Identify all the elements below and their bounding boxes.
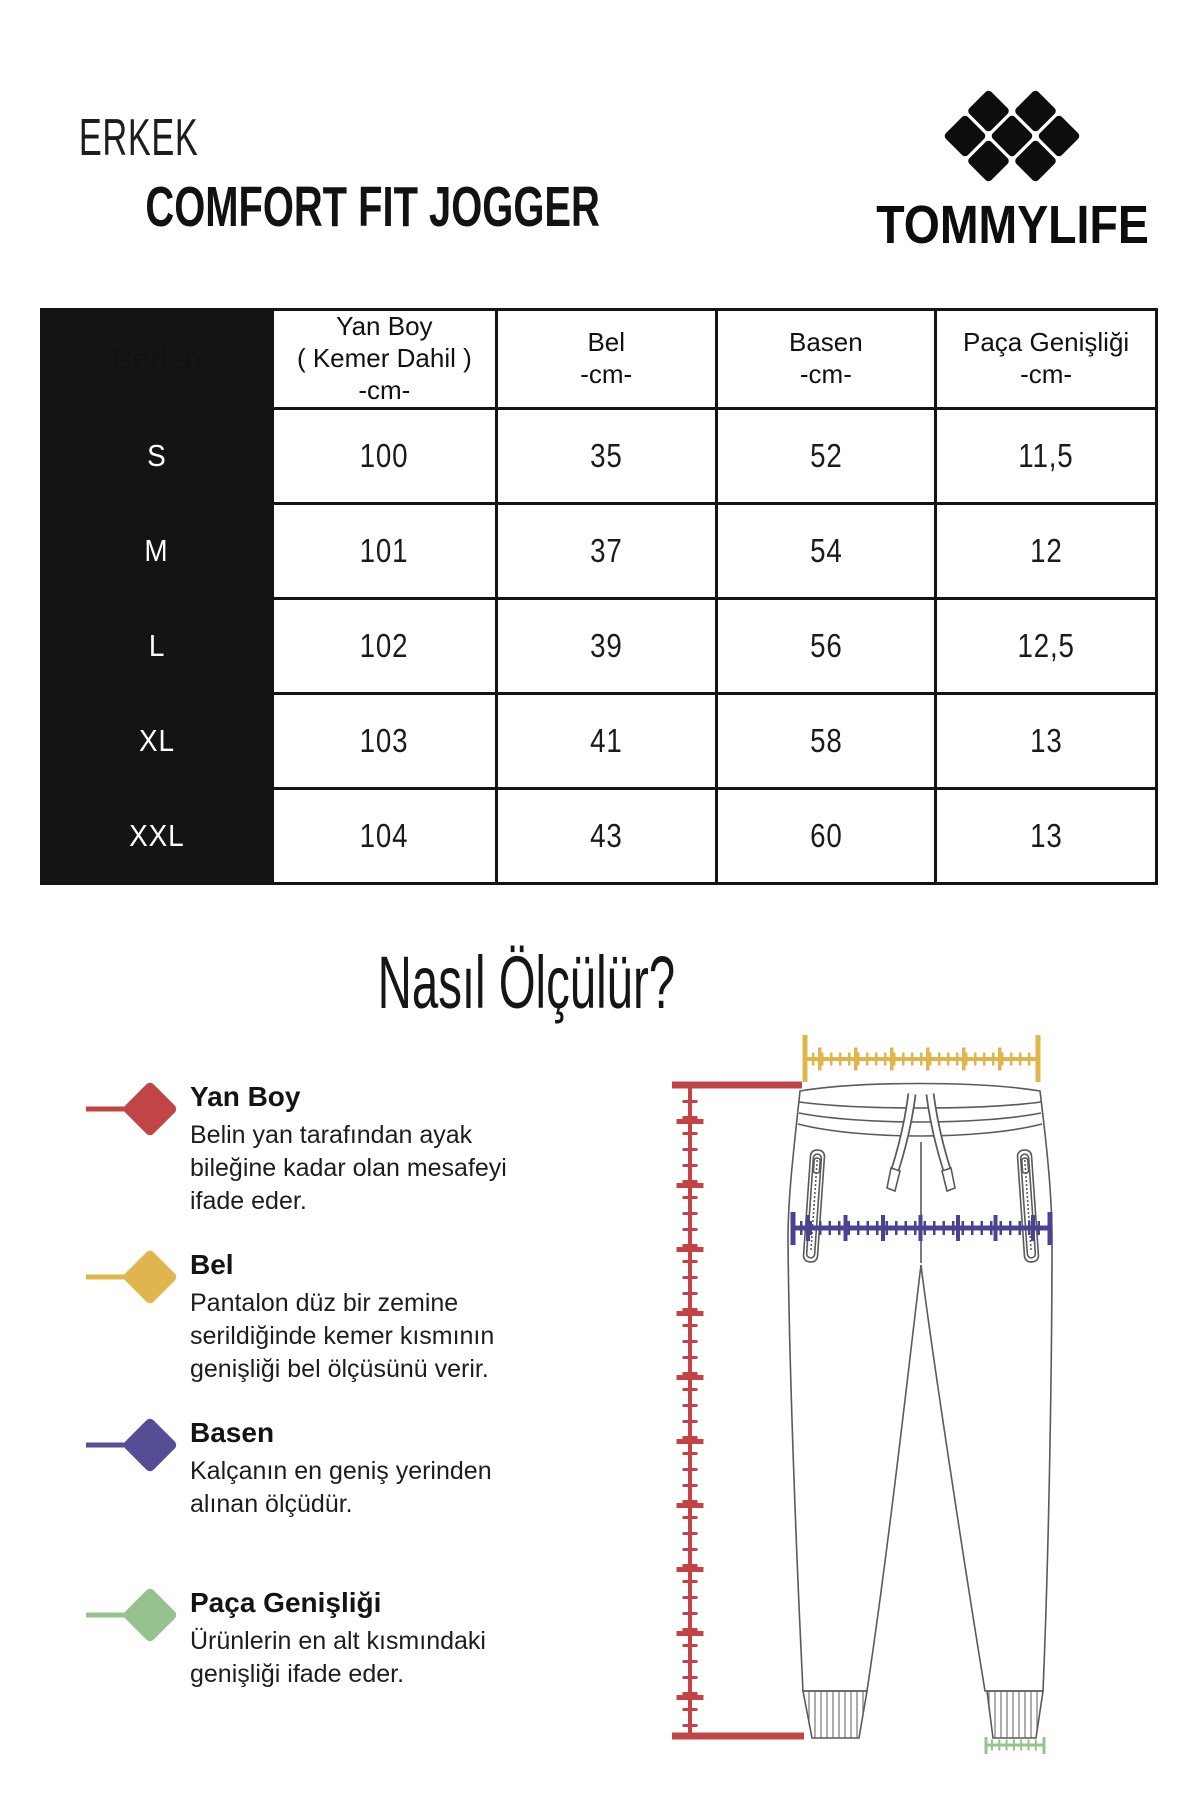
brand-name: TOMMYLIFE	[875, 195, 1149, 255]
right-cuff	[987, 1691, 1043, 1738]
value-cell: 56	[716, 599, 936, 694]
value-cell: 12	[936, 504, 1157, 599]
value-cell: 11,5	[936, 409, 1157, 504]
paca-ruler	[986, 1737, 1044, 1754]
value-cell: 104	[272, 789, 496, 884]
col-header-yan-boy: Yan Boy ( Kemer Dahil ) -cm-	[272, 310, 496, 409]
size-table-header-row	[42, 310, 1157, 409]
left-cuff	[803, 1691, 867, 1738]
legend-description: Ürünlerin en alt kısmındaki genişliği ifade eder.	[190, 1627, 486, 1688]
brand-diamonds-icon	[932, 84, 1092, 190]
value-cell: 35	[496, 409, 716, 504]
legend-description: Kalçanın en geniş yerinden alınan ölçüdür.	[190, 1457, 492, 1518]
size-cell: M	[42, 504, 273, 599]
value-cell: 52	[716, 409, 936, 504]
size-row-l	[42, 599, 1157, 694]
value-cell: 54	[716, 504, 936, 599]
col-header-bel: Bel -cm-	[496, 310, 716, 409]
value-cell: 100	[272, 409, 496, 504]
size-cell: XL	[42, 694, 273, 789]
legend-description: Pantalon düz bir zemine serildiğinde kemer kısmının genişliği bel ölçüsünü verir.	[190, 1289, 495, 1383]
size-row-m	[42, 504, 1157, 599]
legend-text	[190, 1248, 530, 1386]
legend-item-basen	[86, 1416, 530, 1521]
yan-boy-ruler	[672, 1085, 804, 1736]
value-cell: 12,5	[936, 599, 1157, 694]
value-cell: 37	[496, 504, 716, 599]
product-title-text: COMFORT FIT JOGGER	[145, 175, 600, 239]
size-cell: XXL	[42, 789, 273, 884]
value-cell: 41	[496, 694, 716, 789]
section-title-text: Nasıl Ölçülür?	[377, 941, 675, 1024]
legend-text	[190, 1080, 530, 1218]
size-row-xl	[42, 694, 1157, 789]
value-cell: 102	[272, 599, 496, 694]
paca-diamond-icon	[86, 1578, 182, 1652]
value-cell: 13	[936, 789, 1157, 884]
legend-text	[190, 1586, 530, 1691]
col-header-beden: Beden	[42, 310, 273, 409]
product-title	[145, 174, 599, 240]
legend-title: Paça Genişliği	[190, 1587, 382, 1618]
value-cell: 43	[496, 789, 716, 884]
bel-diamond-icon	[86, 1240, 182, 1314]
legend-item-bel	[86, 1248, 530, 1386]
legend-title: Bel	[190, 1249, 234, 1280]
legend-item-yan-boy	[86, 1080, 530, 1218]
value-cell: 13	[936, 694, 1157, 789]
size-row-s	[42, 409, 1157, 504]
legend-title: Basen	[190, 1417, 275, 1448]
value-cell: 103	[272, 694, 496, 789]
yan-boy-diamond-icon	[86, 1072, 182, 1146]
value-cell: 58	[716, 694, 936, 789]
jogger-diagram-svg	[560, 898, 1200, 1800]
size-cell: S	[42, 409, 273, 504]
legend-description: Belin yan tarafından ayak bileğine kadar olan mesafeyi ifade eder.	[190, 1121, 507, 1215]
col-header-paca: Paça Genişliği -cm-	[936, 310, 1157, 409]
size-row-xxl	[42, 789, 1157, 884]
jogger-drawing	[788, 1084, 1052, 1739]
legend-text	[190, 1416, 530, 1521]
category-label-text: ERKEK	[78, 109, 199, 167]
basen-diamond-icon	[86, 1408, 182, 1482]
size-cell: L	[42, 599, 273, 694]
brand-logo	[852, 84, 1172, 256]
size-table	[40, 308, 1158, 885]
legend-title: Yan Boy	[190, 1081, 301, 1112]
legend-item-paca-genisligi	[86, 1586, 530, 1691]
value-cell: 39	[496, 599, 716, 694]
value-cell: 101	[272, 504, 496, 599]
bel-ruler	[805, 1035, 1038, 1082]
col-header-basen: Basen -cm-	[716, 310, 936, 409]
value-cell: 60	[716, 789, 936, 884]
category-label	[79, 108, 199, 168]
